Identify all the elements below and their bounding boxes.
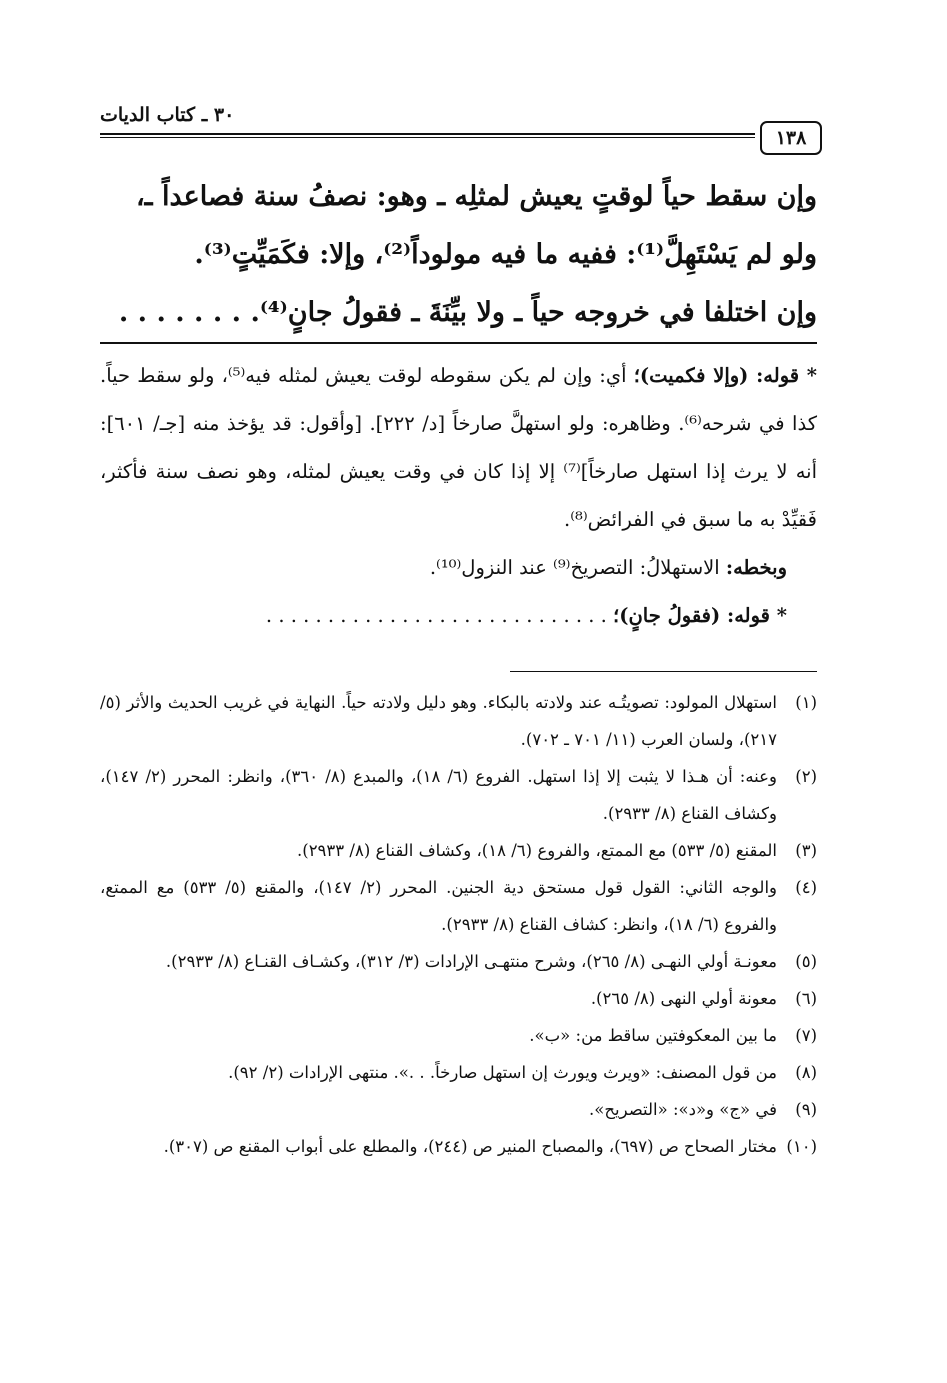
footnote-text: في «ج» و«د»: «التصريح». (589, 1100, 777, 1119)
footnote (100, 943, 817, 980)
main-text (100, 168, 817, 342)
header-rule (100, 133, 755, 138)
footnote-text: معونة أولي النهى (٨/ ٢٦٥). (590, 989, 777, 1008)
footnote-text: معونـة أولي النهـى (٨/ ٢٦٥)، وشرح منتهـى الإرادات (٣/ ٣١٢)، وكشـاف القنـاع (٨/ ٢٩٣٣). (165, 952, 777, 971)
main-text-divider (100, 342, 817, 344)
footnote (100, 1054, 817, 1091)
main-text-line: وإن اختلفا في خروجه حياً ـ ولا بيِّنَةَ ـ فقولُ جانٍ⁽⁴⁾. . . . . . . . (118, 297, 817, 328)
commentary-lead: * قوله: (وإلا فكميت)؛ (633, 364, 817, 387)
footnote-text: والوجه الثاني: القول قول مستحق دية الجنين. المحرر (٢/ ١٤٧)، والمقنع (٥/ ٥٣٣) مع الممتع، والفروع (٦/ ١٨)، وانظر: كشاف القناع (٨/ ٢٩٣٣). (100, 878, 777, 934)
footnote-number: (٢) (795, 767, 817, 786)
footnote-text: من قول المصنف: «ويرث ويورث إن استهل صارخاً. . .». منتهى الإرادات (٢/ ٩٢). (228, 1063, 777, 1082)
footnote-number: (٥) (795, 952, 817, 971)
footnote (100, 869, 817, 943)
footnote (100, 980, 817, 1017)
commentary-body: الاستهلالُ: التصريخ⁽⁹⁾ عند النزول⁽¹⁰⁾. (429, 556, 720, 579)
footnote-text: استهلال المولود: تصويتُـه عند ولادته بالبكاء. وهو دليل ولادته حياً. النهاية في غريب الحديث والأثر (٥/ ٢١٧)، ولسان العرب (١١/ ٧٠١ ـ ٧٠٢). (100, 693, 777, 749)
commentary (100, 352, 817, 640)
footnote (100, 758, 817, 832)
footnote-number: (١) (795, 693, 817, 712)
main-text-line: وإن سقط حياً لوقتٍ يعيش لمثلِه ـ وهو: نصفُ سنة فصاعداً ـ، (135, 181, 817, 212)
footnotes (100, 684, 817, 1165)
footnote-number: (٩) (795, 1100, 817, 1119)
commentary-paragraph (100, 592, 817, 640)
commentary-paragraph (100, 544, 817, 592)
commentary-lead: وبخطه: (725, 556, 787, 579)
commentary-paragraph (100, 352, 817, 544)
footnote-text: وعنه: أن هـذا لا يثبت إلا إذا استهل. الفروع (٦/ ١٨)، والمبدع (٨/ ٣٦٠)، وانظر: المحرر (٢/ ١٤٧)، وكشاف القناع (٨/ ٢٩٣٣). (100, 767, 777, 823)
footnote (100, 1017, 817, 1054)
footnote-number: (٨) (795, 1063, 817, 1082)
page-number: ١٣٨ (760, 121, 822, 155)
footnote-text: المقنع (٥/ ٥٣٣) مع الممتع، والفروع (٦/ ١٨)، وكشاف القناع (٨/ ٢٩٣٣). (297, 841, 777, 860)
main-text-line: ولو لم يَسْتَهِلَّ⁽¹⁾: ففيه ما فيه مولوداً⁽²⁾، وإلا: فكَمَيِّتٍ⁽³⁾. (194, 239, 817, 270)
commentary-body: أي: وإن لم يكن سقوطه لوقت يعيش لمثله فيه⁽⁵⁾، ولو سقط حياً. كذا في شرحه⁽⁶⁾. وظاهره: ولو استهلَّ صارخاً [د/ ٢٢٢]. [وأقول: قد يؤخذ منه [جـ/ ٦٠١]: أنه لا يرث إذا استهل صارخاً]⁽⁷⁾ إلا إذا كان في وقت يعيش لمثله، وهو نصف سنة فأكثر، فَقيِّدْ به ما سبق في الفرائض⁽⁸⁾. (100, 364, 817, 531)
footnote-divider (510, 671, 817, 672)
footnote (100, 832, 817, 869)
footnote-number: (٦) (795, 989, 817, 1008)
footnote-number: (٣) (795, 841, 817, 860)
footnote (100, 1091, 817, 1128)
footnote-text: ما بين المعكوفتين ساقط من: «ب». (529, 1026, 777, 1045)
footnote-number: (٧) (795, 1026, 817, 1045)
footnote-number: (١٠) (786, 1137, 817, 1156)
footnote-text: مختار الصحاح ص (٦٩٧)، والمصباح المنير ص (٢٤٤)، والمطلع على أبواب المقنع ص (٣٠٧). (163, 1137, 777, 1156)
footnote-number: (٤) (795, 878, 817, 897)
footnote (100, 1128, 817, 1165)
commentary-body: . . . . . . . . . . . . . . . . . . . . . . . . . . . . (265, 604, 607, 627)
running-title: ٣٠ ـ كتاب الديات (100, 104, 235, 126)
footnote (100, 684, 817, 758)
commentary-lead: * قوله: (فقولُ جانٍ)؛ (613, 604, 787, 627)
